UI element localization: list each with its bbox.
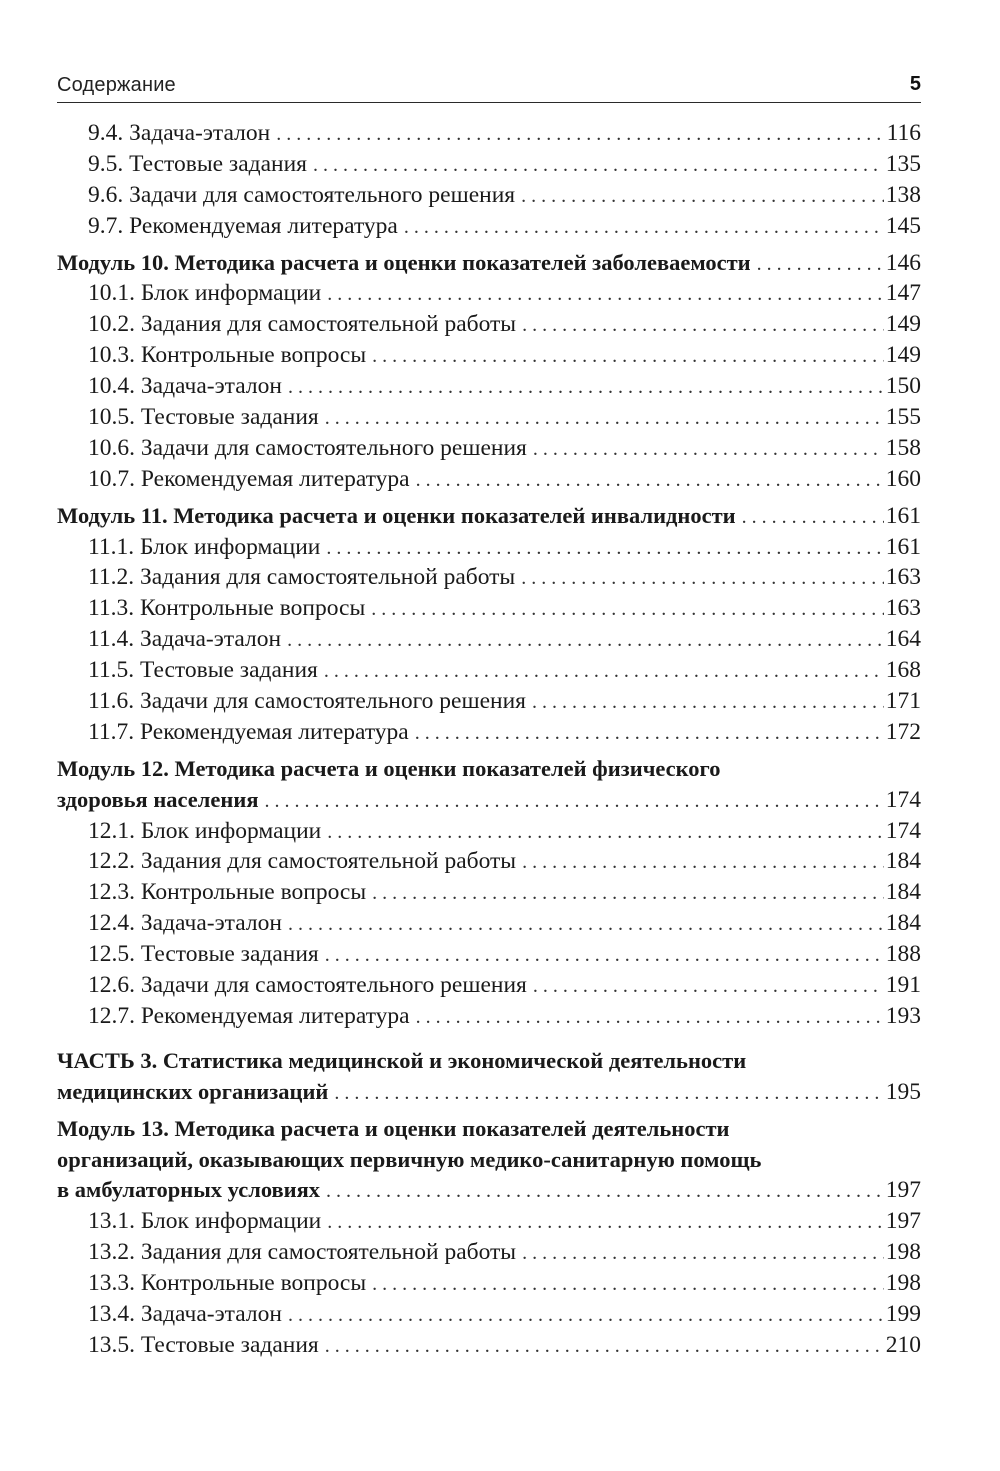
toc-module-title-cont: здоровья населения bbox=[57, 786, 259, 812]
toc-entry-title: 11.4. Задача-эталон bbox=[88, 626, 282, 653]
toc-entry-title: 11.6. Задачи для самостоятельного решения bbox=[88, 688, 526, 715]
dot-leader bbox=[742, 502, 884, 533]
dot-leader bbox=[522, 1238, 884, 1269]
dot-leader bbox=[415, 718, 884, 749]
toc-entry-page: 161 bbox=[885, 533, 921, 560]
toc-entry-page: 161 bbox=[885, 502, 921, 529]
toc-entry-page: 174 bbox=[885, 817, 921, 844]
toc-module-13-line3[interactable] bbox=[57, 1175, 921, 1206]
toc-entry-title: 10.7. Рекомендуемая литература bbox=[88, 465, 410, 492]
toc-entry-page: 164 bbox=[885, 626, 921, 653]
toc-entry-title: 13.3. Контрольные вопросы bbox=[88, 1270, 367, 1297]
toc-entry-13-5[interactable] bbox=[57, 1330, 921, 1361]
dot-leader bbox=[288, 1300, 884, 1331]
toc-part-title-cont: медицинских организаций bbox=[57, 1078, 329, 1104]
toc-entry-title: 12.7. Рекомендуемая литература bbox=[88, 1002, 410, 1029]
toc-entry-page: 135 bbox=[885, 150, 921, 177]
dot-leader bbox=[532, 687, 884, 718]
toc-entry-page: 163 bbox=[885, 595, 921, 622]
toc-part-title: ЧАСТЬ 3. Статистика медицинской и экономической деятельности bbox=[57, 1047, 747, 1073]
page-number: 5 bbox=[909, 73, 921, 95]
toc-entry-13-3[interactable] bbox=[57, 1268, 921, 1299]
toc-entry-10-6[interactable] bbox=[57, 433, 921, 464]
table-of-contents bbox=[57, 118, 921, 1361]
toc-entry-title: 9.7. Рекомендуемая литература bbox=[88, 212, 398, 239]
toc-entry-title: 12.2. Задания для самостоятельной работы bbox=[88, 848, 517, 875]
toc-entry-10-7[interactable] bbox=[57, 464, 921, 495]
toc-entry-11-1[interactable] bbox=[57, 532, 921, 563]
toc-entry-9-7[interactable] bbox=[57, 211, 921, 242]
toc-entry-title: 12.3. Контрольные вопросы bbox=[88, 879, 367, 906]
toc-entry-title: 10.3. Контрольные вопросы bbox=[88, 342, 367, 369]
toc-entry-13-2[interactable] bbox=[57, 1237, 921, 1268]
toc-entry-page: 158 bbox=[885, 434, 921, 461]
toc-part-3-line2[interactable] bbox=[57, 1077, 921, 1108]
dot-leader bbox=[372, 1269, 884, 1300]
toc-entry-page: 146 bbox=[885, 249, 921, 276]
toc-module-title: Модуль 13. Методика расчета и оценки показателей деятельности bbox=[57, 1115, 730, 1141]
toc-entry-title: 12.5. Тестовые задания bbox=[88, 941, 319, 968]
toc-entry-10-3[interactable] bbox=[57, 340, 921, 371]
toc-entry-page: 188 bbox=[885, 941, 921, 968]
dot-leader bbox=[287, 625, 884, 656]
toc-entry-12-3[interactable] bbox=[57, 877, 921, 908]
dot-leader bbox=[325, 940, 884, 971]
toc-module-10[interactable] bbox=[57, 248, 921, 279]
toc-entry-title: 10.6. Задачи для самостоятельного решения bbox=[88, 434, 527, 461]
toc-entry-page: 210 bbox=[885, 1331, 921, 1358]
dot-leader bbox=[265, 786, 884, 817]
toc-entry-title: 13.5. Тестовые задания bbox=[88, 1331, 319, 1358]
toc-entry-page: 149 bbox=[885, 342, 921, 369]
toc-entry-11-7[interactable] bbox=[57, 717, 921, 748]
dot-leader bbox=[288, 909, 884, 940]
toc-entry-page: 174 bbox=[885, 786, 921, 813]
running-head-title: Содержание bbox=[57, 74, 176, 96]
toc-entry-title: 12.1. Блок информации bbox=[88, 817, 322, 844]
toc-entry-page: 145 bbox=[885, 212, 921, 239]
toc-entry-page: 138 bbox=[885, 181, 921, 208]
toc-entry-page: 193 bbox=[885, 1002, 921, 1029]
toc-entry-page: 168 bbox=[885, 657, 921, 684]
toc-entry-title: 12.6. Задачи для самостоятельного решения bbox=[88, 972, 527, 999]
toc-entry-page: 184 bbox=[885, 848, 921, 875]
toc-entry-page: 184 bbox=[885, 879, 921, 906]
dot-leader bbox=[533, 971, 884, 1002]
toc-entry-10-1[interactable] bbox=[57, 278, 921, 309]
dot-leader bbox=[324, 656, 884, 687]
dot-leader bbox=[371, 594, 883, 625]
dot-leader bbox=[521, 563, 884, 594]
toc-module-12-line1[interactable] bbox=[57, 754, 921, 785]
dot-leader bbox=[327, 817, 884, 848]
dot-leader bbox=[288, 372, 884, 403]
toc-entry-title: 10.5. Тестовые задания bbox=[88, 404, 319, 431]
toc-entry-11-5[interactable] bbox=[57, 655, 921, 686]
toc-module-title-cont: организаций, оказывающих первичную медико-санитарную помощь bbox=[57, 1146, 762, 1172]
dot-leader bbox=[416, 1002, 884, 1033]
toc-entry-title: 11.3. Контрольные вопросы bbox=[88, 595, 366, 622]
toc-entry-title: 10.1. Блок информации bbox=[88, 280, 322, 307]
toc-entry-11-6[interactable] bbox=[57, 686, 921, 717]
toc-entry-9-6[interactable] bbox=[57, 180, 921, 211]
toc-entry-page: 197 bbox=[885, 1177, 921, 1204]
toc-entry-12-1[interactable] bbox=[57, 816, 921, 847]
dot-leader bbox=[372, 341, 884, 372]
toc-entry-title: 11.1. Блок информации bbox=[88, 533, 321, 560]
toc-entry-11-3[interactable] bbox=[57, 593, 921, 624]
toc-entry-page: 150 bbox=[885, 373, 921, 400]
toc-entry-12-5[interactable] bbox=[57, 939, 921, 970]
toc-entry-11-4[interactable] bbox=[57, 624, 921, 655]
toc-entry-page: 197 bbox=[885, 1208, 921, 1235]
toc-entry-13-4[interactable] bbox=[57, 1299, 921, 1330]
dot-leader bbox=[327, 279, 884, 310]
toc-entry-page: 184 bbox=[885, 910, 921, 937]
dot-leader bbox=[326, 1176, 884, 1207]
dot-leader bbox=[521, 181, 884, 212]
toc-module-title: Модуль 10. Методика расчета и оценки показателей заболеваемости bbox=[57, 249, 751, 275]
toc-entry-title: 9.4. Задача-эталон bbox=[88, 120, 271, 146]
toc-entry-12-2[interactable] bbox=[57, 846, 921, 877]
toc-module-12-line2[interactable] bbox=[57, 785, 921, 816]
toc-entry-title: 13.1. Блок информации bbox=[88, 1208, 322, 1235]
toc-entry-12-4[interactable] bbox=[57, 908, 921, 939]
dot-leader bbox=[416, 465, 884, 496]
toc-entry-11-2[interactable] bbox=[57, 562, 921, 593]
toc-entry-10-5[interactable] bbox=[57, 402, 921, 433]
dot-leader bbox=[313, 150, 884, 181]
toc-entry-title: 10.2. Задания для самостоятельной работы bbox=[88, 311, 517, 338]
toc-module-title-cont: в амбулаторных условиях bbox=[57, 1177, 321, 1203]
toc-module-title: Модуль 11. Методика расчета и оценки показателей инвалидности bbox=[57, 502, 736, 528]
toc-entry-title: 11.7. Рекомендуемая литература bbox=[88, 718, 409, 745]
toc-entry-title: 13.2. Задания для самостоятельной работы bbox=[88, 1239, 517, 1266]
toc-entry-page: 163 bbox=[885, 564, 921, 591]
running-head bbox=[57, 70, 921, 103]
dot-leader bbox=[372, 878, 884, 909]
toc-module-13-line2[interactable] bbox=[57, 1145, 921, 1176]
toc-entry-page: 155 bbox=[885, 404, 921, 431]
toc-entry-title: 10.4. Задача-эталон bbox=[88, 373, 282, 400]
dot-leader bbox=[757, 249, 884, 280]
dot-leader bbox=[325, 403, 884, 434]
toc-entry-title: 11.5. Тестовые задания bbox=[88, 657, 318, 684]
toc-module-11[interactable] bbox=[57, 501, 921, 532]
dot-leader bbox=[325, 1331, 884, 1362]
toc-module-title: Модуль 12. Методика расчета и оценки показателей физического bbox=[57, 755, 721, 781]
toc-entry-title: 12.4. Задача-эталон bbox=[88, 910, 282, 937]
toc-entry-12-6[interactable] bbox=[57, 970, 921, 1001]
dot-leader bbox=[533, 434, 884, 465]
toc-entry-9-5[interactable] bbox=[57, 149, 921, 180]
dot-leader bbox=[327, 1207, 884, 1238]
toc-entry-13-1[interactable] bbox=[57, 1206, 921, 1237]
toc-entry-12-7[interactable] bbox=[57, 1001, 921, 1032]
toc-module-13-line1[interactable] bbox=[57, 1114, 921, 1145]
toc-entry-10-2[interactable] bbox=[57, 309, 921, 340]
dot-leader bbox=[334, 1078, 883, 1109]
toc-entry-page: 198 bbox=[885, 1239, 921, 1266]
toc-entry-page: 149 bbox=[885, 311, 921, 338]
toc-entry-page: 171 bbox=[885, 688, 921, 715]
toc-entry-page: 160 bbox=[885, 465, 921, 492]
toc-entry-10-4[interactable] bbox=[57, 371, 921, 402]
toc-entry-page: 172 bbox=[885, 718, 921, 745]
toc-entry-page: 199 bbox=[885, 1300, 921, 1327]
toc-entry-title: 13.4. Задача-эталон bbox=[88, 1300, 282, 1327]
toc-entry-title: 11.2. Задания для самостоятельной работы bbox=[88, 564, 516, 591]
dot-leader bbox=[326, 533, 883, 564]
toc-part-3-line1[interactable] bbox=[57, 1046, 921, 1077]
dot-leader bbox=[522, 310, 884, 341]
toc-entry-title: 9.6. Задачи для самостоятельного решения bbox=[88, 181, 516, 208]
toc-entry-page: 191 bbox=[885, 972, 921, 999]
toc-entry-page: 198 bbox=[885, 1270, 921, 1297]
toc-entry-title: 9.5. Тестовые задания bbox=[88, 150, 307, 177]
dot-leader bbox=[276, 119, 884, 150]
dot-leader bbox=[404, 212, 884, 243]
toc-entry-page: 147 bbox=[885, 280, 921, 307]
dot-leader bbox=[522, 847, 884, 878]
toc-entry-9-4[interactable] bbox=[57, 118, 921, 149]
toc-entry-page: 195 bbox=[885, 1078, 921, 1105]
toc-entry-page: 116 bbox=[886, 120, 921, 146]
